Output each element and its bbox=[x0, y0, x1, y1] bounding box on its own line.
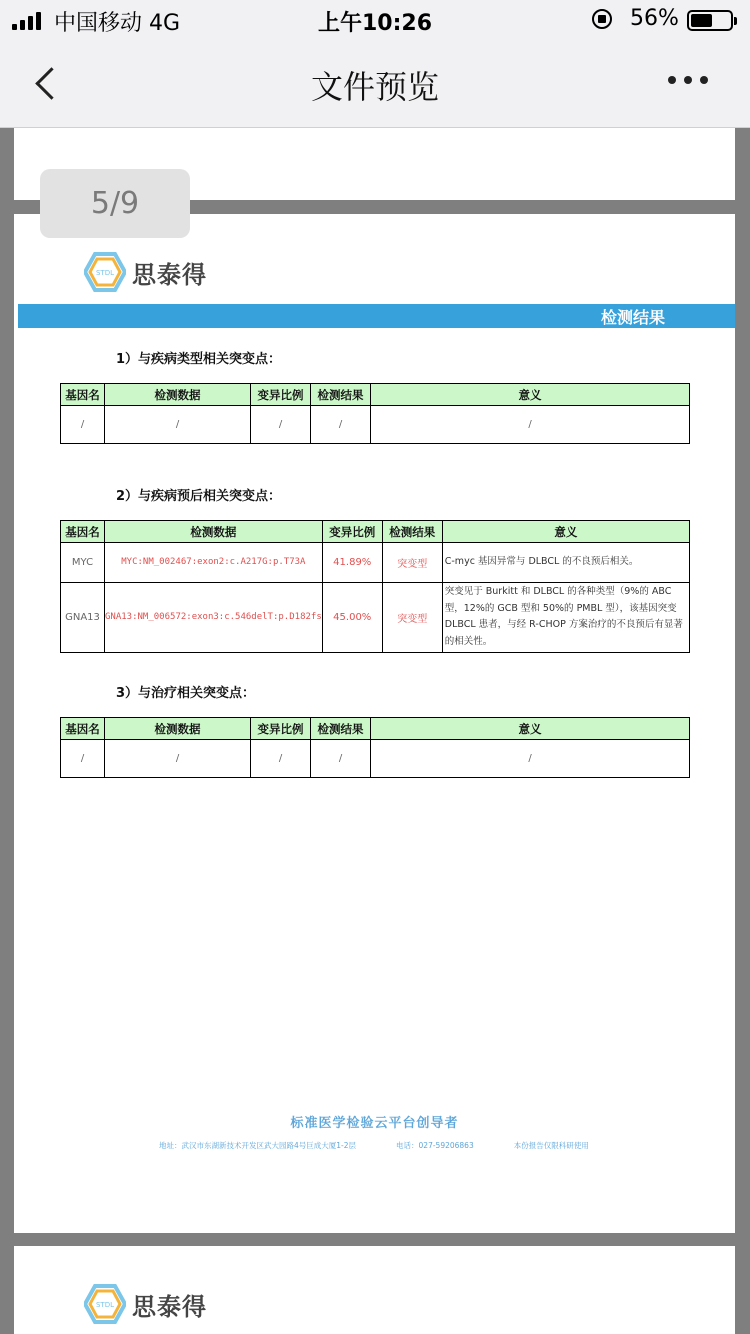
hexagon-logo-icon bbox=[84, 1284, 126, 1324]
status-time: 上午10:26 bbox=[317, 11, 433, 36]
footer-slogan: 标准医学检验云平台创导者 bbox=[290, 1116, 459, 1131]
table-header-row bbox=[61, 384, 690, 406]
cell-result: / bbox=[311, 740, 371, 778]
footer-note: 本份报告仅限科研使用 bbox=[513, 1141, 589, 1150]
hexagon-logo-icon bbox=[84, 252, 126, 292]
document-page-current[interactable] bbox=[14, 214, 735, 1233]
cell-data: MYC:NM_002467:exon2:c.A217G:p.T73A bbox=[105, 543, 323, 583]
header-meaning: 意义 bbox=[442, 521, 689, 543]
brand-logo bbox=[84, 1284, 207, 1324]
cell-ratio: / bbox=[251, 406, 311, 444]
cell-gene: MYC bbox=[61, 543, 105, 583]
cell-ratio: 45.00% bbox=[322, 583, 382, 653]
header-result: 检测结果 bbox=[311, 384, 371, 406]
header-data: 检测数据 bbox=[105, 384, 251, 406]
table-header-row bbox=[61, 718, 690, 740]
section-banner bbox=[18, 304, 735, 328]
header-ratio: 变异比例 bbox=[251, 384, 311, 406]
table-row bbox=[61, 740, 690, 778]
table-row bbox=[61, 406, 690, 444]
svg-text:STDL: STDL bbox=[95, 269, 115, 277]
header-data: 检测数据 bbox=[105, 521, 323, 543]
cell-meaning: / bbox=[371, 740, 690, 778]
cell-gene: / bbox=[61, 740, 105, 778]
brand-name: 思泰得 bbox=[132, 1292, 207, 1321]
battery-icon bbox=[687, 10, 733, 31]
battery-percentage: 56% bbox=[630, 6, 679, 31]
page-title: 文件预览 bbox=[310, 68, 439, 106]
footer-info bbox=[159, 1140, 589, 1151]
orientation-lock-icon bbox=[592, 9, 612, 29]
header-ratio: 变异比例 bbox=[251, 718, 311, 740]
footer-address: 地址：武汉市东湖新技术开发区武大园路4号巨成大厦1-2层 bbox=[159, 1141, 357, 1150]
cell-data: / bbox=[105, 406, 251, 444]
header-result: 检测结果 bbox=[382, 521, 442, 543]
cell-data: / bbox=[105, 740, 251, 778]
status-bar bbox=[0, 0, 750, 40]
header-result: 检测结果 bbox=[311, 718, 371, 740]
header-gene: 基因名 bbox=[61, 384, 105, 406]
header-ratio: 变异比例 bbox=[322, 521, 382, 543]
header-meaning: 意义 bbox=[371, 718, 690, 740]
document-page-next[interactable] bbox=[14, 1246, 735, 1334]
cell-meaning: C-myc 基因异常与 DLBCL 的不良预后相关。 bbox=[442, 543, 689, 583]
section3-table bbox=[60, 717, 690, 778]
table-header-row bbox=[61, 521, 690, 543]
brand-name: 思泰得 bbox=[132, 260, 207, 289]
carrier-label: 中国移动 4G bbox=[54, 11, 181, 36]
footer-phone: 电话：027-59206863 bbox=[396, 1141, 474, 1150]
header-gene: 基因名 bbox=[61, 718, 105, 740]
more-options-button[interactable] bbox=[668, 76, 718, 96]
banner-title: 检测结果 bbox=[600, 308, 665, 327]
table-row bbox=[61, 583, 690, 653]
header-meaning: 意义 bbox=[371, 384, 690, 406]
section2-title: 2）与疾病预后相关突变点： bbox=[116, 489, 282, 504]
section1-table bbox=[60, 383, 690, 444]
cell-result: 突变型 bbox=[382, 583, 442, 653]
header-gene: 基因名 bbox=[61, 521, 105, 543]
cell-gene: GNA13 bbox=[61, 583, 105, 653]
cell-gene: / bbox=[61, 406, 105, 444]
cell-meaning: / bbox=[371, 406, 690, 444]
table-row bbox=[61, 543, 690, 583]
header-data: 检测数据 bbox=[105, 718, 251, 740]
navigation-bar bbox=[0, 40, 750, 128]
section3-title: 3）与治疗相关突变点： bbox=[116, 686, 256, 701]
cell-meaning: 突变见于 Burkitt 和 DLBCL 的各种类型（9%的 ABC 型，12%的 GCB 型和 50%的 PMBL 型），该基因突变 DLBCL 患者，与经 R-CHOP 方案治疗的不良预后有显著的相关性。 bbox=[442, 583, 689, 653]
cell-data: GNA13:NM_006572:exon3:c.546delT:p.D182fs bbox=[105, 583, 323, 653]
cell-ratio: / bbox=[251, 740, 311, 778]
brand-logo bbox=[84, 252, 207, 292]
section1-title: 1）与疾病类型相关突变点： bbox=[116, 352, 282, 367]
cell-result: 突变型 bbox=[382, 543, 442, 583]
section2-table bbox=[60, 520, 690, 653]
svg-text:STDL: STDL bbox=[95, 1301, 115, 1309]
cell-result: / bbox=[311, 406, 371, 444]
cell-ratio: 41.89% bbox=[322, 543, 382, 583]
page-indicator: 5/9 bbox=[40, 169, 190, 238]
